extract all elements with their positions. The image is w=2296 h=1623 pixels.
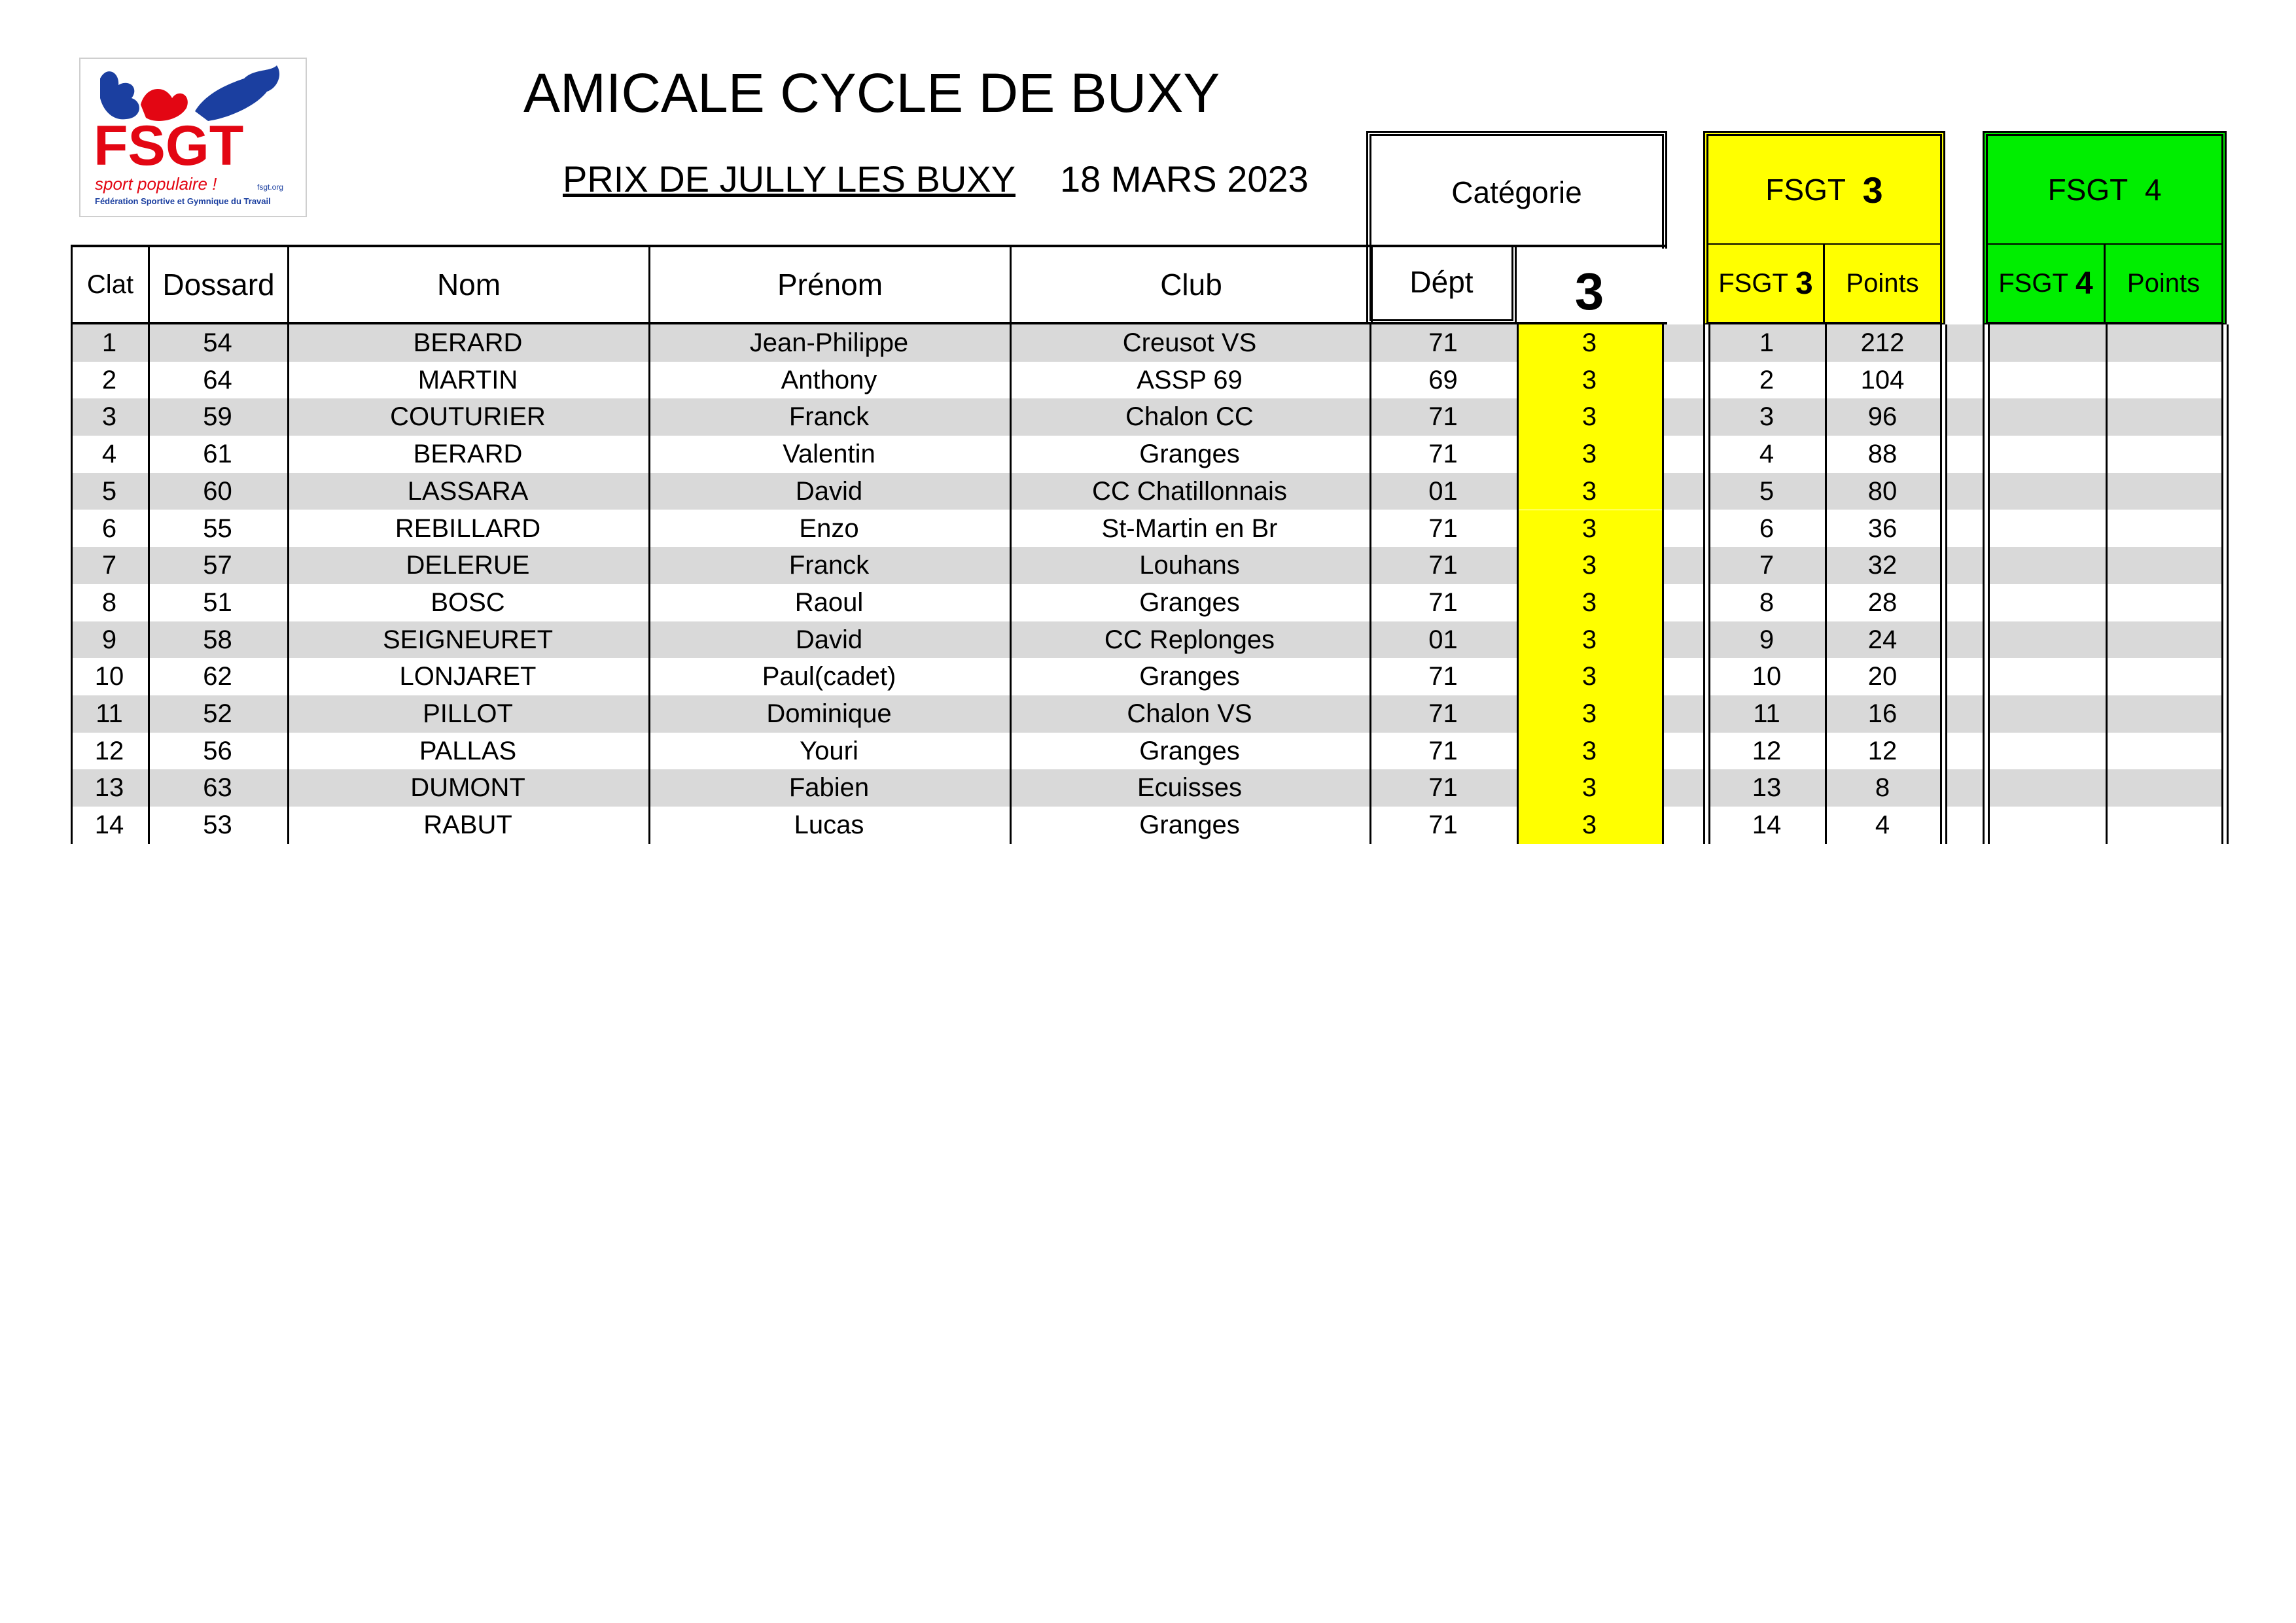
cell-fsgt3-rank: 5 [1759, 476, 1775, 506]
cell-prenom: David [795, 625, 863, 654]
col-prenom: Prénom [650, 247, 1012, 322]
cell-club: ASSP 69 [1137, 365, 1243, 394]
cell-nom: DELERUE [406, 551, 530, 580]
cell-club: CC Chatillonnais [1092, 476, 1287, 506]
cell-nom: LASSARA [407, 476, 529, 506]
cell-fsgt3-points: 36 [1867, 514, 1898, 543]
cell-dept: 71 [1428, 662, 1458, 691]
cell-prenom: Fabien [788, 773, 870, 803]
cell-clat: 1 [101, 328, 117, 357]
categorie-label: Catégorie [1451, 175, 1582, 209]
cell-categorie: 3 [1517, 473, 1662, 510]
cell-club: Granges [1139, 440, 1240, 469]
cell-dept: 69 [1428, 365, 1458, 394]
table-row [71, 436, 2227, 473]
col-dept: Dépt [1409, 265, 1474, 299]
cell-prenom: David [795, 476, 863, 506]
cell-fsgt3-rank: 12 [1752, 736, 1782, 765]
cell-dossard: 61 [203, 440, 232, 469]
cell-categorie: 3 [1517, 362, 1662, 399]
cell-categorie: 3 [1517, 324, 1662, 362]
cell-club: Granges [1139, 811, 1240, 840]
cell-dossard: 62 [203, 662, 232, 691]
cell-fsgt3-points: 24 [1867, 625, 1898, 654]
fsgt4-header [1983, 131, 2227, 249]
cell-categorie: 3 [1517, 584, 1662, 621]
cell-nom: SEIGNEURET [382, 625, 554, 654]
cell-fsgt3-points: 104 [1860, 365, 1905, 394]
cell-nom: RABUT [423, 811, 512, 840]
table-row [71, 584, 2227, 621]
cell-dept: 01 [1428, 625, 1458, 654]
cell-fsgt3-rank: 10 [1752, 662, 1782, 691]
fsgt3-col-rank [1708, 245, 1825, 322]
cell-dept: 71 [1428, 773, 1458, 803]
cell-categorie: 3 [1517, 510, 1662, 548]
fsgt3-title-num: 3 [1862, 169, 1883, 211]
cell-categorie: 3 [1517, 436, 1662, 473]
cell-categorie: 3 [1517, 733, 1662, 770]
cell-nom: MARTIN [417, 365, 518, 394]
cell-nom: BOSC [431, 587, 505, 617]
cell-fsgt3-rank: 4 [1759, 440, 1775, 469]
table-row [71, 658, 2227, 695]
cell-club: Granges [1139, 662, 1240, 691]
cell-dept: 71 [1428, 402, 1458, 432]
cell-prenom: Dominique [766, 699, 892, 728]
fsgt3-subheader [1703, 245, 1945, 324]
cell-fsgt3-rank: 2 [1759, 365, 1775, 394]
page-title: AMICALE CYCLE DE BUXY [523, 62, 1220, 124]
cell-fsgt3-rank: 14 [1752, 811, 1782, 840]
cell-club: Granges [1139, 736, 1240, 765]
cell-prenom: Jean-Philippe [749, 328, 909, 357]
fsgt3-title-text: FSGT [1765, 173, 1846, 207]
col-clat: Clat [73, 247, 150, 322]
table-row [71, 510, 2227, 548]
cell-dossard: 59 [203, 402, 232, 432]
cell-dossard: 54 [203, 328, 232, 357]
cell-prenom: Enzo [799, 514, 859, 543]
table-row [71, 473, 2227, 510]
cell-fsgt3-points: 88 [1867, 440, 1898, 469]
cell-prenom: Anthony [781, 365, 877, 394]
cell-fsgt3-rank: 3 [1759, 402, 1775, 432]
cell-nom: PALLAS [419, 736, 517, 765]
fsgt-logo-graphic [80, 59, 303, 213]
cell-prenom: Paul(cadet) [762, 662, 896, 691]
cell-prenom: Franck [788, 551, 870, 580]
cell-dossard: 58 [203, 625, 232, 654]
cell-fsgt3-points: 16 [1867, 699, 1898, 728]
cell-fsgt3-points: 32 [1867, 551, 1898, 580]
cell-categorie: 3 [1517, 769, 1662, 807]
logo-slogan: sport populaire ! [95, 174, 217, 194]
cell-fsgt3-points: 96 [1867, 402, 1898, 432]
cell-nom: COUTURIER [390, 402, 546, 432]
cell-club: Granges [1139, 587, 1240, 617]
cell-clat: 14 [94, 811, 124, 840]
logo-site: fsgt.org [257, 183, 284, 192]
col-nom: Nom [289, 247, 650, 322]
cell-fsgt3-points: 212 [1860, 328, 1905, 357]
cell-clat: 5 [101, 476, 117, 506]
cell-dossard: 64 [203, 365, 232, 394]
fsgt4-title-num: 4 [2144, 173, 2162, 207]
categorie-value: 3 [1517, 245, 1662, 324]
cell-fsgt3-points: 28 [1867, 587, 1898, 617]
cell-club: Chalon VS [1127, 699, 1252, 728]
table-row [71, 398, 2227, 436]
dept-header [1366, 245, 1517, 324]
cell-prenom: Raoul [794, 587, 864, 617]
col-club: Club [1012, 247, 1373, 322]
fsgt3-col-points: Points [1846, 268, 1919, 298]
table-row [71, 547, 2227, 584]
cell-categorie: 3 [1517, 658, 1662, 695]
col-dossard: Dossard [150, 247, 289, 322]
fsgt4-col-rank-num: 4 [2075, 266, 2093, 301]
cell-nom: BERARD [413, 440, 523, 469]
cell-clat: 8 [101, 587, 117, 617]
cell-dept: 71 [1428, 440, 1458, 469]
cell-fsgt3-points: 12 [1867, 736, 1898, 765]
fsgt4-title-text: FSGT [2047, 173, 2128, 207]
cell-nom: LONJARET [399, 662, 537, 691]
cell-categorie: 3 [1517, 547, 1662, 584]
cell-nom: BERARD [413, 328, 523, 357]
categorie-box [1366, 131, 1667, 249]
cell-dossard: 56 [203, 736, 232, 765]
cell-dept: 71 [1428, 328, 1458, 357]
cell-clat: 6 [101, 514, 117, 543]
table-row [71, 324, 2227, 362]
cell-club: Chalon CC [1125, 402, 1254, 432]
cell-fsgt3-rank: 1 [1759, 328, 1775, 357]
cell-categorie: 3 [1517, 621, 1662, 659]
cell-clat: 4 [101, 440, 117, 469]
cell-fsgt3-rank: 9 [1759, 625, 1775, 654]
cell-fsgt3-rank: 7 [1759, 551, 1775, 580]
cell-club: Louhans [1139, 551, 1240, 580]
table-body [71, 324, 2227, 844]
cell-prenom: Valentin [783, 440, 875, 469]
cell-dept: 71 [1428, 736, 1458, 765]
fsgt4-subheader [1983, 245, 2227, 324]
cell-club: St-Martin en Br [1101, 514, 1278, 543]
cell-dossard: 57 [203, 551, 232, 580]
cell-prenom: Youri [800, 736, 858, 765]
cell-prenom: Franck [788, 402, 870, 432]
cell-nom: DUMONT [410, 773, 525, 803]
fsgt-logo [79, 58, 307, 217]
cell-fsgt3-rank: 8 [1759, 587, 1775, 617]
cell-dept: 71 [1428, 551, 1458, 580]
table-row [71, 621, 2227, 659]
fsgt4-col-rank [1988, 245, 2106, 322]
table-row [71, 733, 2227, 770]
table-row [71, 769, 2227, 807]
cell-clat: 13 [94, 773, 124, 803]
cell-club: CC Replonges [1104, 625, 1275, 654]
cell-categorie: 3 [1517, 398, 1662, 436]
table-row [71, 807, 2227, 844]
cell-categorie: 3 [1517, 807, 1662, 844]
cell-fsgt3-rank: 11 [1753, 699, 1780, 728]
cell-dept: 71 [1428, 587, 1458, 617]
cell-dossard: 63 [203, 773, 232, 803]
cell-dept: 71 [1428, 514, 1458, 543]
fsgt4-col-rank-text: FSGT [1998, 268, 2068, 298]
cell-dept: 01 [1428, 476, 1458, 506]
table-row [71, 695, 2227, 733]
cell-fsgt3-rank: 13 [1752, 773, 1782, 803]
table-row [71, 362, 2227, 399]
logo-org: Fédération Sportive et Gymnique du Travail [95, 196, 271, 206]
cell-fsgt3-points: 80 [1867, 476, 1898, 506]
cell-dossard: 53 [203, 811, 232, 840]
cell-fsgt3-points: 8 [1875, 773, 1890, 803]
cell-fsgt3-points: 4 [1875, 811, 1890, 840]
cell-dept: 71 [1428, 699, 1458, 728]
fsgt3-header [1703, 131, 1945, 249]
cell-dossard: 52 [203, 699, 232, 728]
cell-dept: 71 [1428, 811, 1458, 840]
cell-nom: REBILLARD [395, 514, 541, 543]
fsgt3-col-rank-num: 3 [1795, 266, 1813, 301]
cell-dossard: 60 [203, 476, 232, 506]
logo-text: FSGT [94, 114, 244, 177]
event-name: PRIX DE JULLY LES BUXY [563, 158, 1016, 200]
cell-clat: 10 [94, 662, 124, 691]
cell-dossard: 51 [203, 587, 232, 617]
cell-clat: 9 [101, 625, 117, 654]
event-date: 18 MARS 2023 [1060, 158, 1309, 200]
cell-clat: 3 [101, 402, 117, 432]
cell-categorie: 3 [1517, 695, 1662, 733]
fsgt4-col-points: Points [2127, 268, 2200, 298]
cell-dossard: 55 [203, 514, 232, 543]
cell-fsgt3-points: 20 [1867, 662, 1898, 691]
cell-clat: 12 [94, 736, 124, 765]
fsgt3-col-rank-text: FSGT [1718, 268, 1788, 298]
cell-club: Creusot VS [1122, 328, 1257, 357]
cell-prenom: Lucas [794, 811, 864, 840]
cell-clat: 2 [101, 365, 117, 394]
cell-club: Ecuisses [1137, 773, 1243, 803]
cell-clat: 11 [96, 699, 123, 728]
cell-nom: PILLOT [423, 699, 513, 728]
cell-fsgt3-rank: 6 [1759, 514, 1775, 543]
cell-clat: 7 [101, 551, 117, 580]
